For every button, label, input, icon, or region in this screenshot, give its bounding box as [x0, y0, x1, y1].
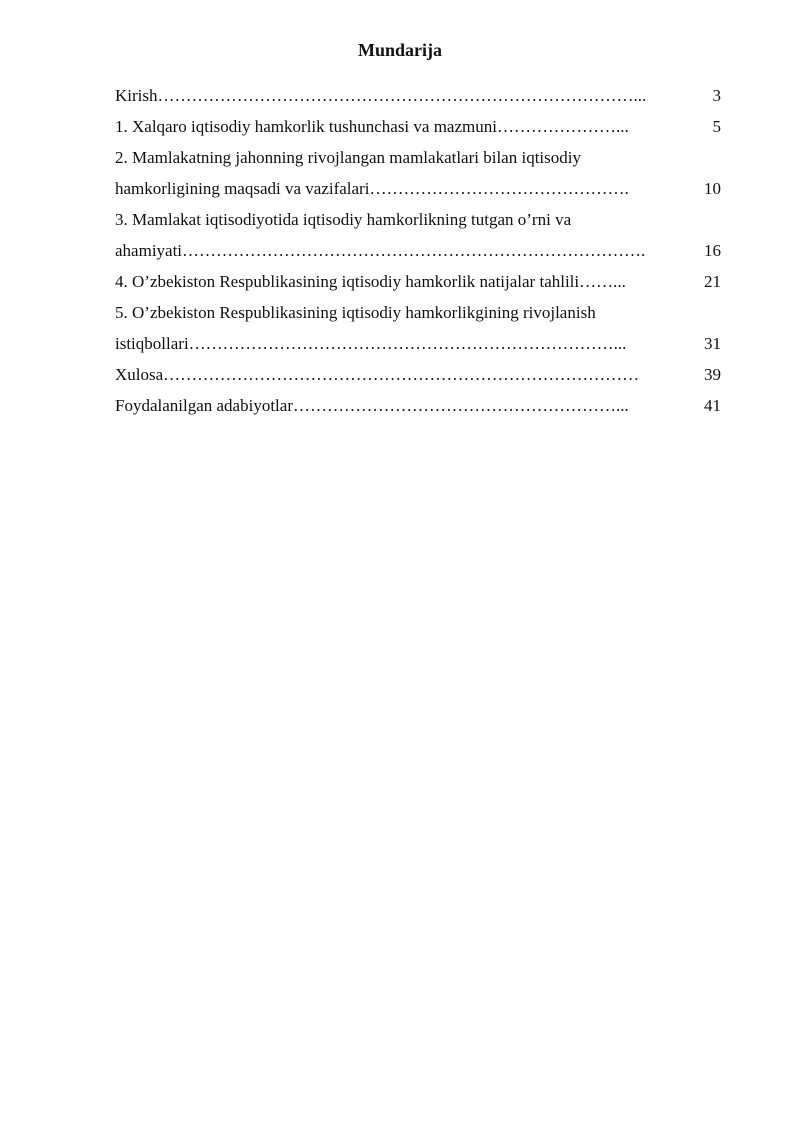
toc-page-number: 5: [712, 117, 721, 136]
toc-entry-1[interactable]: [115, 111, 725, 142]
toc-entry-3-line-2[interactable]: [115, 235, 725, 266]
toc-entry-text: hamkorligining maqsadi va vazifalari……………………………………….: [115, 179, 629, 198]
toc-entry-text: Kirish…………………………………………………………………………...: [115, 86, 647, 105]
toc-entry-text: ahamiyati……………………………………………………………………….: [115, 241, 646, 260]
toc-entry-xulosa[interactable]: [115, 359, 725, 390]
toc-page-number: 16: [704, 241, 721, 260]
toc-entry-5-line-1[interactable]: [115, 297, 725, 328]
table-of-contents: [115, 80, 725, 421]
toc-entry-adabiyotlar[interactable]: [115, 390, 725, 421]
toc-entry-2-line-2[interactable]: [115, 173, 725, 204]
toc-entry-text: Xulosa…………………………………………………………………………: [115, 365, 640, 384]
toc-entry-2-line-1[interactable]: [115, 142, 725, 173]
toc-entry-text: 2. Mamlakatning jahonning rivojlangan mamlakatlari bilan iqtisodiy: [115, 148, 581, 167]
toc-page-number: 39: [704, 365, 721, 384]
page-title: Mundarija: [357, 40, 442, 60]
toc-entry-text: 5. O’zbekiston Respublikasining iqtisodiy hamkorlikgining rivojlanish: [115, 303, 596, 322]
toc-page-number: 21: [704, 272, 721, 291]
toc-entry-kirish[interactable]: [115, 80, 725, 111]
toc-page-number: 10: [704, 179, 721, 198]
toc-entry-text: 3. Mamlakat iqtisodiyotida iqtisodiy hamkorlikning tutgan o’rni va: [115, 210, 572, 229]
toc-entry-text: 4. O’zbekiston Respublikasining iqtisodiy hamkorlik natijalar tahlili……...: [115, 272, 626, 291]
toc-page-number: 31: [704, 334, 721, 353]
toc-entry-5-line-2[interactable]: [115, 328, 725, 359]
toc-entry-text: 1. Xalqaro iqtisodiy hamkorlik tushunchasi va mazmuni…………………...: [115, 117, 629, 136]
toc-page-number: 41: [704, 396, 721, 415]
toc-entry-4[interactable]: [115, 266, 725, 297]
toc-entry-text: Foydalanilgan adabiyotlar…………………………………………………...: [115, 396, 629, 415]
toc-entry-3-line-1[interactable]: [115, 204, 725, 235]
toc-entry-text: istiqbollari…………………………………………………………………...: [115, 334, 627, 353]
toc-page-number: 3: [712, 86, 721, 105]
